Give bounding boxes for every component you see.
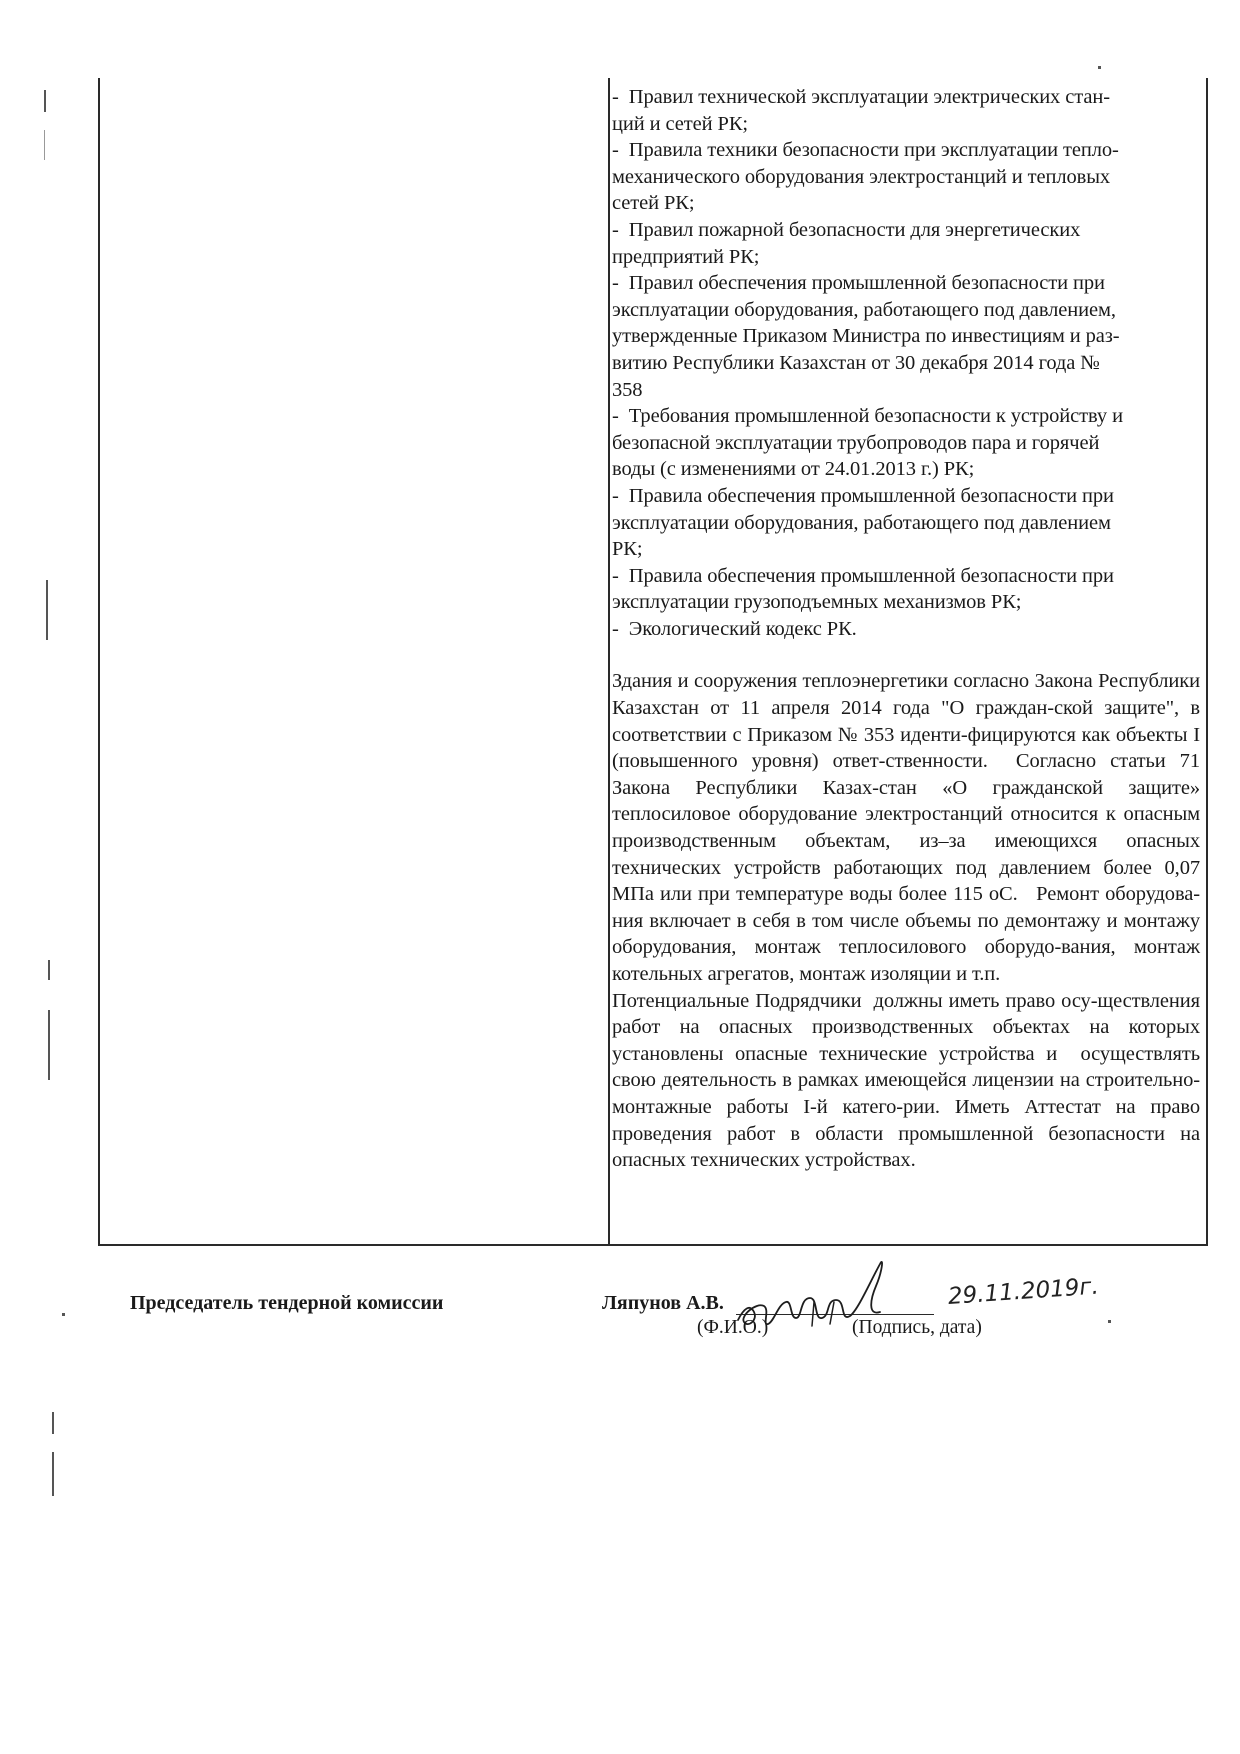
requirements-table [98, 78, 1208, 1244]
scan-mark [46, 580, 48, 640]
requirement-item: - Правила техники безопасности при эксплуатации тепло- механического оборудования электростанций и тепловых сетей РК; [612, 139, 1119, 215]
caption-signature-date: (Подпись, дата) [852, 1317, 982, 1338]
table-left-column [98, 78, 610, 1244]
table-right-column [612, 84, 1206, 1174]
paragraph-contractors: Потенциальные Подрядчики должны иметь право осу-ществления работ на опасных производственных объектах на которых установлены опасные технические устройства и осуществлять свою деятельность в рамках имеющейся лицензии на строительно-монтажные работы I-й катего-рии. Иметь Аттестат на право проведения работ в области промышленной безопасности на опасных технических устройствах. [612, 989, 1206, 1172]
scan-mark [52, 1452, 54, 1496]
table-column-divider [608, 78, 610, 1244]
requirement-item: - Требования промышленной безопасности к устройству и безопасной эксплуатации трубопроводов пара и горячей воды (с изменениями от 24.01.2013 г.) РК; [612, 405, 1123, 481]
paragraph-buildings: Здания и сооружения теплоэнергетики согласно Закона Республики Казахстан от 11 апреля 2014 года "О граждан-ской защите", в соответствии с Приказом № 353 иденти-фицируются как объекты I (повышенного уровня) ответ-ственности. Согласно статьи 71 Закона Республики Казах-стан «О гражданской защите» теплосиловое оборудование электростанций относится к опасным производственным объектам, из–за имеющихся опасных технических устройств работающих под давлением более 0,07 МПа или при температуре воды более 115 оС. Ремонт оборудова-ния включает в себя в том числе объемы по демонтажу и монтажу оборудования, монтаж теплосилового оборудо-вания, монтаж котельных агрегатов, монтаж изоляции и т.п. [612, 670, 1206, 985]
paragraph-spacer [612, 642, 1200, 668]
requirement-item: - Правил технической эксплуатации электрических стан- ций и сетей РК; [612, 86, 1110, 135]
scan-mark [44, 130, 45, 160]
scan-mark [52, 1412, 54, 1434]
table-right-border [1206, 78, 1208, 1244]
scan-mark [44, 90, 46, 112]
scan-mark [48, 960, 50, 980]
requirement-item: - Правил обеспечения промышленной безопасности при эксплуатации оборудования, работающего под давлением, утвержденные Приказом Министра по инвестициям и раз- витию Республики Казахстан от 30 декабря 2014 года № 358 [612, 272, 1120, 401]
handwritten-date: 29.11.2019г. [947, 1273, 1100, 1310]
scan-mark [48, 1010, 50, 1080]
chair-label: Председатель тендерной комиссии [130, 1292, 444, 1314]
caption-fio: (Ф.И.О.) [697, 1317, 769, 1338]
requirement-item: - Правила обеспечения промышленной безопасности при эксплуатации оборудования, работающего под давлением РК; [612, 484, 1114, 561]
scan-dot [1098, 66, 1101, 69]
requirement-item: - Правил пожарной безопасности для энергетических предприятий РК; [612, 218, 1081, 268]
signer-name: Ляпунов А.В. [602, 1292, 724, 1314]
requirement-item: - Экологический кодекс РК. [612, 617, 857, 640]
scan-dot [62, 1313, 65, 1316]
requirement-item: - Правила обеспечения промышленной безопасности при эксплуатации грузоподъемных механизмов РК; [612, 564, 1114, 614]
scan-dot [1108, 1320, 1111, 1323]
table-bottom-border [98, 1244, 1208, 1246]
